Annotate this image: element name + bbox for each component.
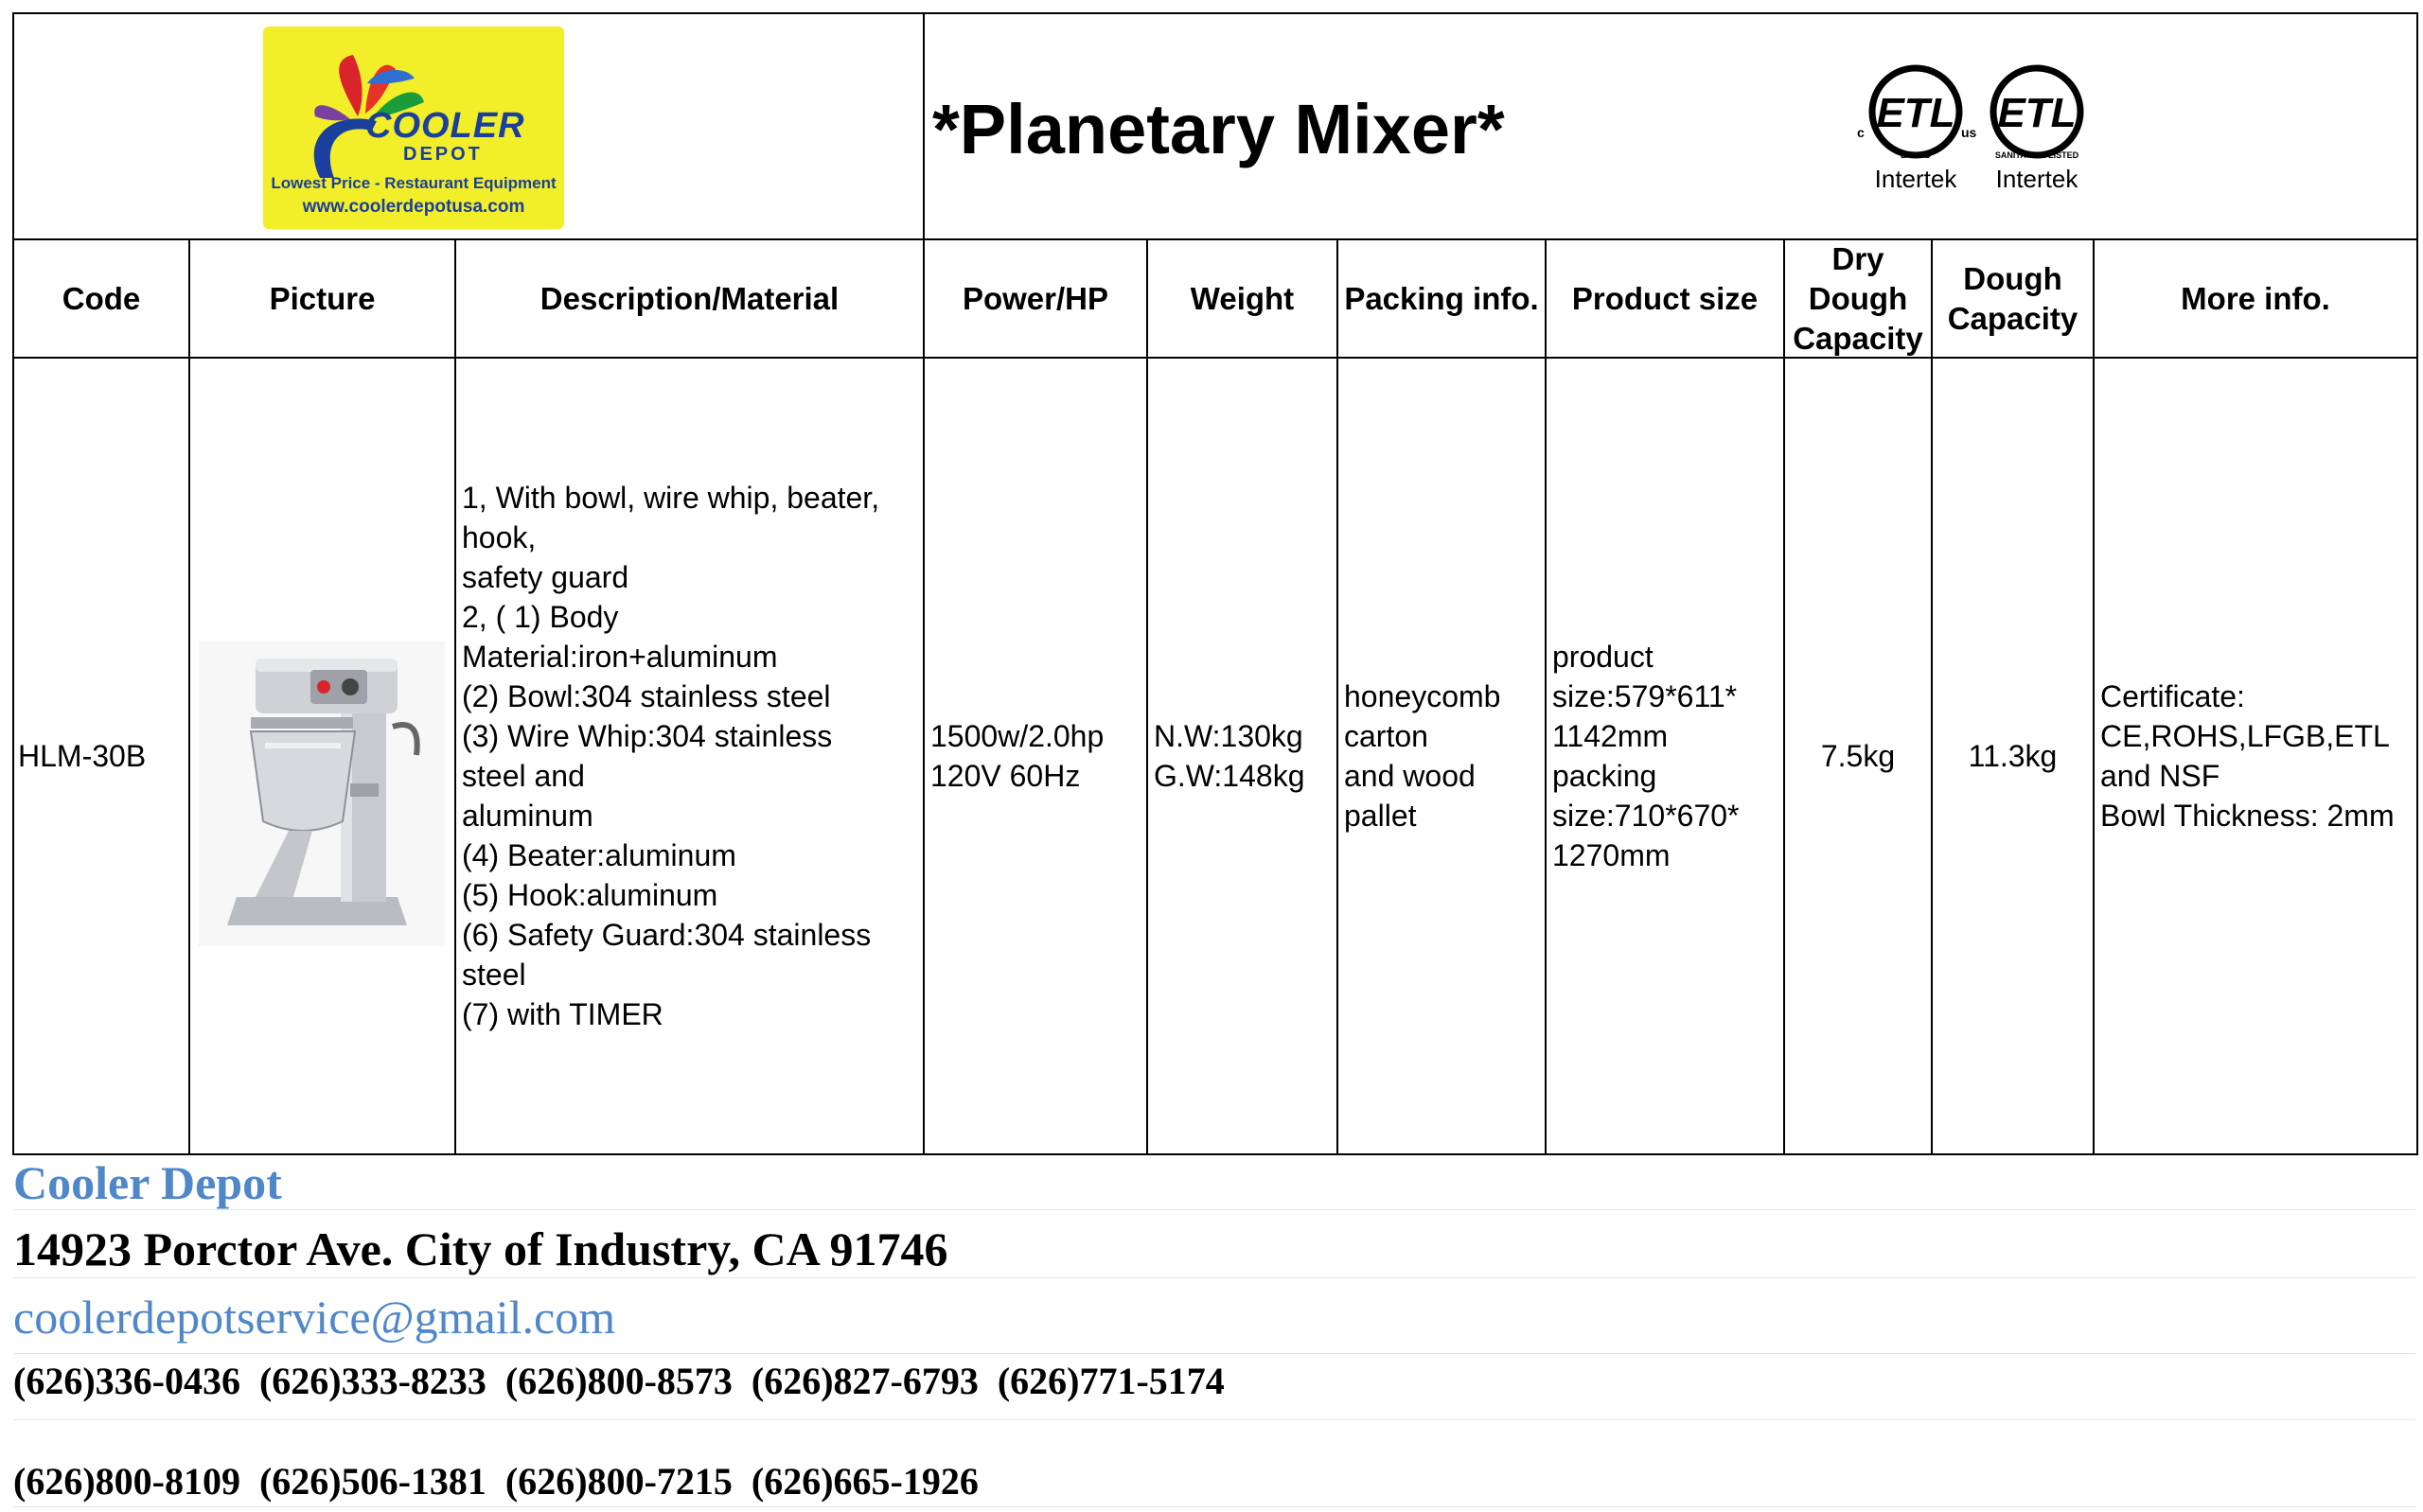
more-info-line: Certificate: [2100,679,2245,713]
product-size-line: size:710*670* [1552,799,1740,833]
footer-gridline [13,1419,2415,1420]
footer-gridline [13,1277,2415,1278]
etl-us-mark: us [1961,125,1977,140]
packing-line: honeycomb [1344,679,1501,713]
logo-tagline: Lowest Price - Restaurant Equipment [271,174,557,192]
more-info-line: and NSF [2100,759,2220,793]
col-header-code: Code [62,280,141,316]
description-line: hook, [462,520,537,554]
product-size-line: 1270mm [1552,838,1671,872]
etl-company: Intertek [1995,165,2078,193]
etl-listed-mark [1855,59,1976,201]
company-logo [263,26,564,229]
cell-power [925,359,1146,1153]
packing-line: and wood [1344,759,1476,793]
more-info-line: CE,ROHS,LFGB,ETL [2100,719,2390,753]
col-header-dry-dough: Dry Dough Capacity [1793,240,1923,356]
description-line: (5) Hook:aluminum [462,878,718,912]
description-line: 2, ( 1) Body [462,600,619,634]
description-line: (7) with TIMER [462,997,663,1031]
packing-line: pallet [1344,799,1417,833]
cell-dough-capacity: 11.3kg [1968,739,2058,773]
col-header-description: Description/Material [539,280,840,316]
description-line: steel [462,958,526,992]
col-header-product-size: Product size [1571,280,1759,316]
description-line: steel and [462,759,585,793]
footer-company: Cooler Depot [13,1156,282,1209]
mixer-illustration [199,642,445,946]
description-line: aluminum [462,799,593,833]
table-border-bottom [12,1153,2418,1155]
footer-email[interactable]: coolerdepotservice@gmail.com [13,1291,616,1344]
logo-brand-top: COOLER [365,106,525,146]
table-border-right [2416,12,2418,1155]
footer-gridline [13,1209,2415,1210]
footer-phones-row2: (626)800-8109 (626)506-1381 (626)800-7215 (626)665-1926 [13,1460,979,1503]
logo-brand-bottom: DEPOT [403,144,483,165]
cell-product-size [1547,359,1783,1153]
footer-phones-row1: (626)336-0436 (626)333-8233 (626)800-8573 (626)827-6793 (626)771-5174 [13,1360,1225,1402]
col-divider [188,238,190,1155]
svg-text:ETL: ETL [1876,90,1955,136]
footer-address: 14923 Porctor Ave. City of Industry, CA 91746 [13,1222,948,1275]
table-border-top [12,12,2418,14]
col-header-dough: Dough Capacity [1947,260,2078,336]
etl-c-mark: c [1857,125,1865,140]
description-line: (4) Beater:aluminum [462,838,736,872]
product-size-line: size:579*611* [1552,679,1738,713]
cell-packing [1338,359,1545,1153]
more-info-line: Bowl Thickness: 2mm [2100,799,2395,833]
col-header-more-info: More info. [2181,280,2330,316]
description-line: (2) Bowl:304 stainless steel [462,679,831,713]
description-line: 1, With bowl, wire whip, beater, [462,481,880,515]
col-header-packing: Packing info. [1344,280,1539,316]
product-size-line: product [1552,640,1654,674]
footer-gridline [13,1506,2415,1507]
weight-line: N.W:130kg [1154,719,1303,753]
etl-caption: LISTED [1900,150,1931,160]
etl-logo-icon [1976,59,2097,163]
logo-website: www.coolerdepotusa.com [302,197,525,217]
col-header-weight: Weight [1190,280,1295,316]
cell-description [456,359,923,1153]
etl-sanitation-mark [1976,59,2097,201]
etl-logo-icon [1855,59,1976,163]
power-line: 120V 60Hz [930,759,1081,793]
etl-company: Intertek [1874,165,1957,193]
cell-more-info [2095,359,2416,1153]
description-line: (6) Safety Guard:304 stainless [462,918,872,952]
description-line: Material:iron+aluminum [462,640,778,674]
svg-text:ETL: ETL [1997,90,2077,136]
page-title: *Planetary Mixer* [932,90,1505,168]
cell-weight [1148,359,1336,1153]
product-image [199,642,445,946]
cell-dry-dough-capacity: 7.5kg [1820,739,1896,773]
description-line: (3) Wire Whip:304 stainless [462,719,833,753]
weight-line: G.W:148kg [1154,759,1305,793]
col-header-power: Power/HP [962,280,1109,316]
power-line: 1500w/2.0hp [930,719,1105,753]
footer-gridline [13,1353,2415,1354]
col-header-picture: Picture [269,280,376,316]
etl-caption: SANITATION LISTED [1994,150,2079,160]
packing-line: carton [1344,719,1428,753]
product-size-line: packing [1552,759,1657,793]
description-line: safety guard [462,560,629,594]
product-size-line: 1142mm [1552,719,1669,753]
cell-code: HLM-30B [18,739,147,773]
